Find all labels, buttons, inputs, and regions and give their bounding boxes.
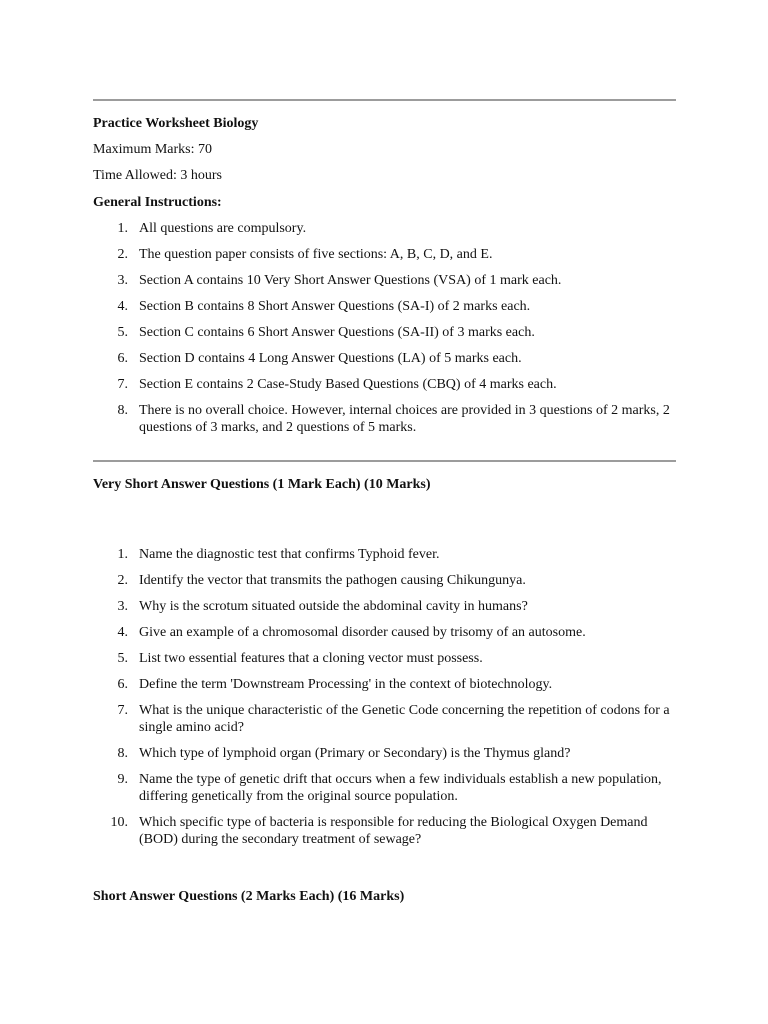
item-text: Section D contains 4 Long Answer Questions (LA) of 5 marks each. — [139, 351, 522, 366]
instructions-heading: General Instructions: — [93, 195, 222, 210]
item-number: 8. — [117, 403, 128, 418]
item-number: 7. — [117, 377, 128, 392]
list-item — [93, 702, 676, 736]
item-text: Identify the vector that transmits the pathogen causing Chikungunya. — [139, 573, 526, 588]
section-a-heading: Very Short Answer Questions (1 Mark Each) (10 Marks) — [93, 477, 431, 492]
item-text: There is no overall choice. However, internal choices are provided in 3 questions of 2 marks, 2 questions of 3 marks, and 2 questions of 5 marks. — [139, 403, 670, 435]
list-item — [93, 650, 676, 667]
item-text: Section E contains 2 Case-Study Based Questions (CBQ) of 4 marks each. — [139, 377, 557, 392]
list-item — [93, 246, 676, 263]
item-number: 3. — [117, 273, 128, 288]
list-item — [93, 220, 676, 237]
section-a-questions — [93, 546, 676, 857]
item-text: Define the term 'Downstream Processing' in the context of biotechnology. — [139, 677, 553, 692]
item-text: The question paper consists of five sections: A, B, C, D, and E. — [139, 247, 493, 262]
item-number: 5. — [117, 325, 128, 340]
item-number: 10. — [110, 815, 128, 830]
item-text: Which type of lymphoid organ (Primary or Secondary) is the Thymus gland? — [139, 746, 571, 761]
item-text: All questions are compulsory. — [139, 221, 307, 236]
item-text: Section B contains 8 Short Answer Questions (SA-I) of 2 marks each. — [139, 299, 531, 314]
item-number: 3. — [117, 599, 128, 614]
section-b-heading: Short Answer Questions (2 Marks Each) (16 Marks) — [93, 889, 405, 904]
top-divider — [93, 99, 676, 101]
item-text: Give an example of a chromosomal disorder caused by trisomy of an autosome. — [139, 625, 586, 640]
item-number: 7. — [117, 703, 128, 718]
list-item — [93, 572, 676, 589]
item-number: 2. — [117, 573, 128, 588]
instructions-list — [93, 220, 676, 445]
item-text: List two essential features that a cloning vector must possess. — [139, 651, 483, 666]
list-item — [93, 745, 676, 762]
list-item — [93, 324, 676, 341]
list-item — [93, 598, 676, 615]
list-item — [93, 376, 676, 393]
item-text: Name the diagnostic test that confirms Typhoid fever. — [139, 547, 440, 562]
item-number: 1. — [117, 547, 128, 562]
item-text: What is the unique characteristic of the Genetic Code concerning the repetition of codons for a single amino acid? — [139, 703, 670, 735]
list-item — [93, 546, 676, 563]
item-number: 8. — [117, 746, 128, 761]
list-item — [93, 298, 676, 315]
list-item — [93, 350, 676, 367]
maximum-marks: Maximum Marks: 70 — [93, 142, 212, 157]
item-text: Why is the scrotum situated outside the abdominal cavity in humans? — [139, 599, 528, 614]
list-item — [93, 814, 676, 848]
list-item — [93, 771, 676, 805]
list-item — [93, 624, 676, 641]
item-number: 4. — [117, 299, 128, 314]
item-text: Name the type of genetic drift that occurs when a few individuals establish a new population, differing genetically from the original source population. — [139, 772, 662, 804]
worksheet-title: Practice Worksheet Biology — [93, 116, 259, 131]
item-number: 4. — [117, 625, 128, 640]
item-text: Section A contains 10 Very Short Answer Questions (VSA) of 1 mark each. — [139, 273, 562, 288]
item-text: Which specific type of bacteria is responsible for reducing the Biological Oxygen Demand (BOD) during the secondary treatment of sewage? — [139, 815, 648, 847]
item-number: 6. — [117, 677, 128, 692]
section-divider — [93, 460, 676, 462]
item-number: 6. — [117, 351, 128, 366]
item-number: 1. — [117, 221, 128, 236]
list-item — [93, 272, 676, 289]
item-number: 5. — [117, 651, 128, 666]
list-item — [93, 676, 676, 693]
item-number: 2. — [117, 247, 128, 262]
item-number: 9. — [117, 772, 128, 787]
list-item — [93, 402, 676, 436]
time-allowed: Time Allowed: 3 hours — [93, 168, 222, 183]
item-text: Section C contains 6 Short Answer Questions (SA-II) of 3 marks each. — [139, 325, 535, 340]
